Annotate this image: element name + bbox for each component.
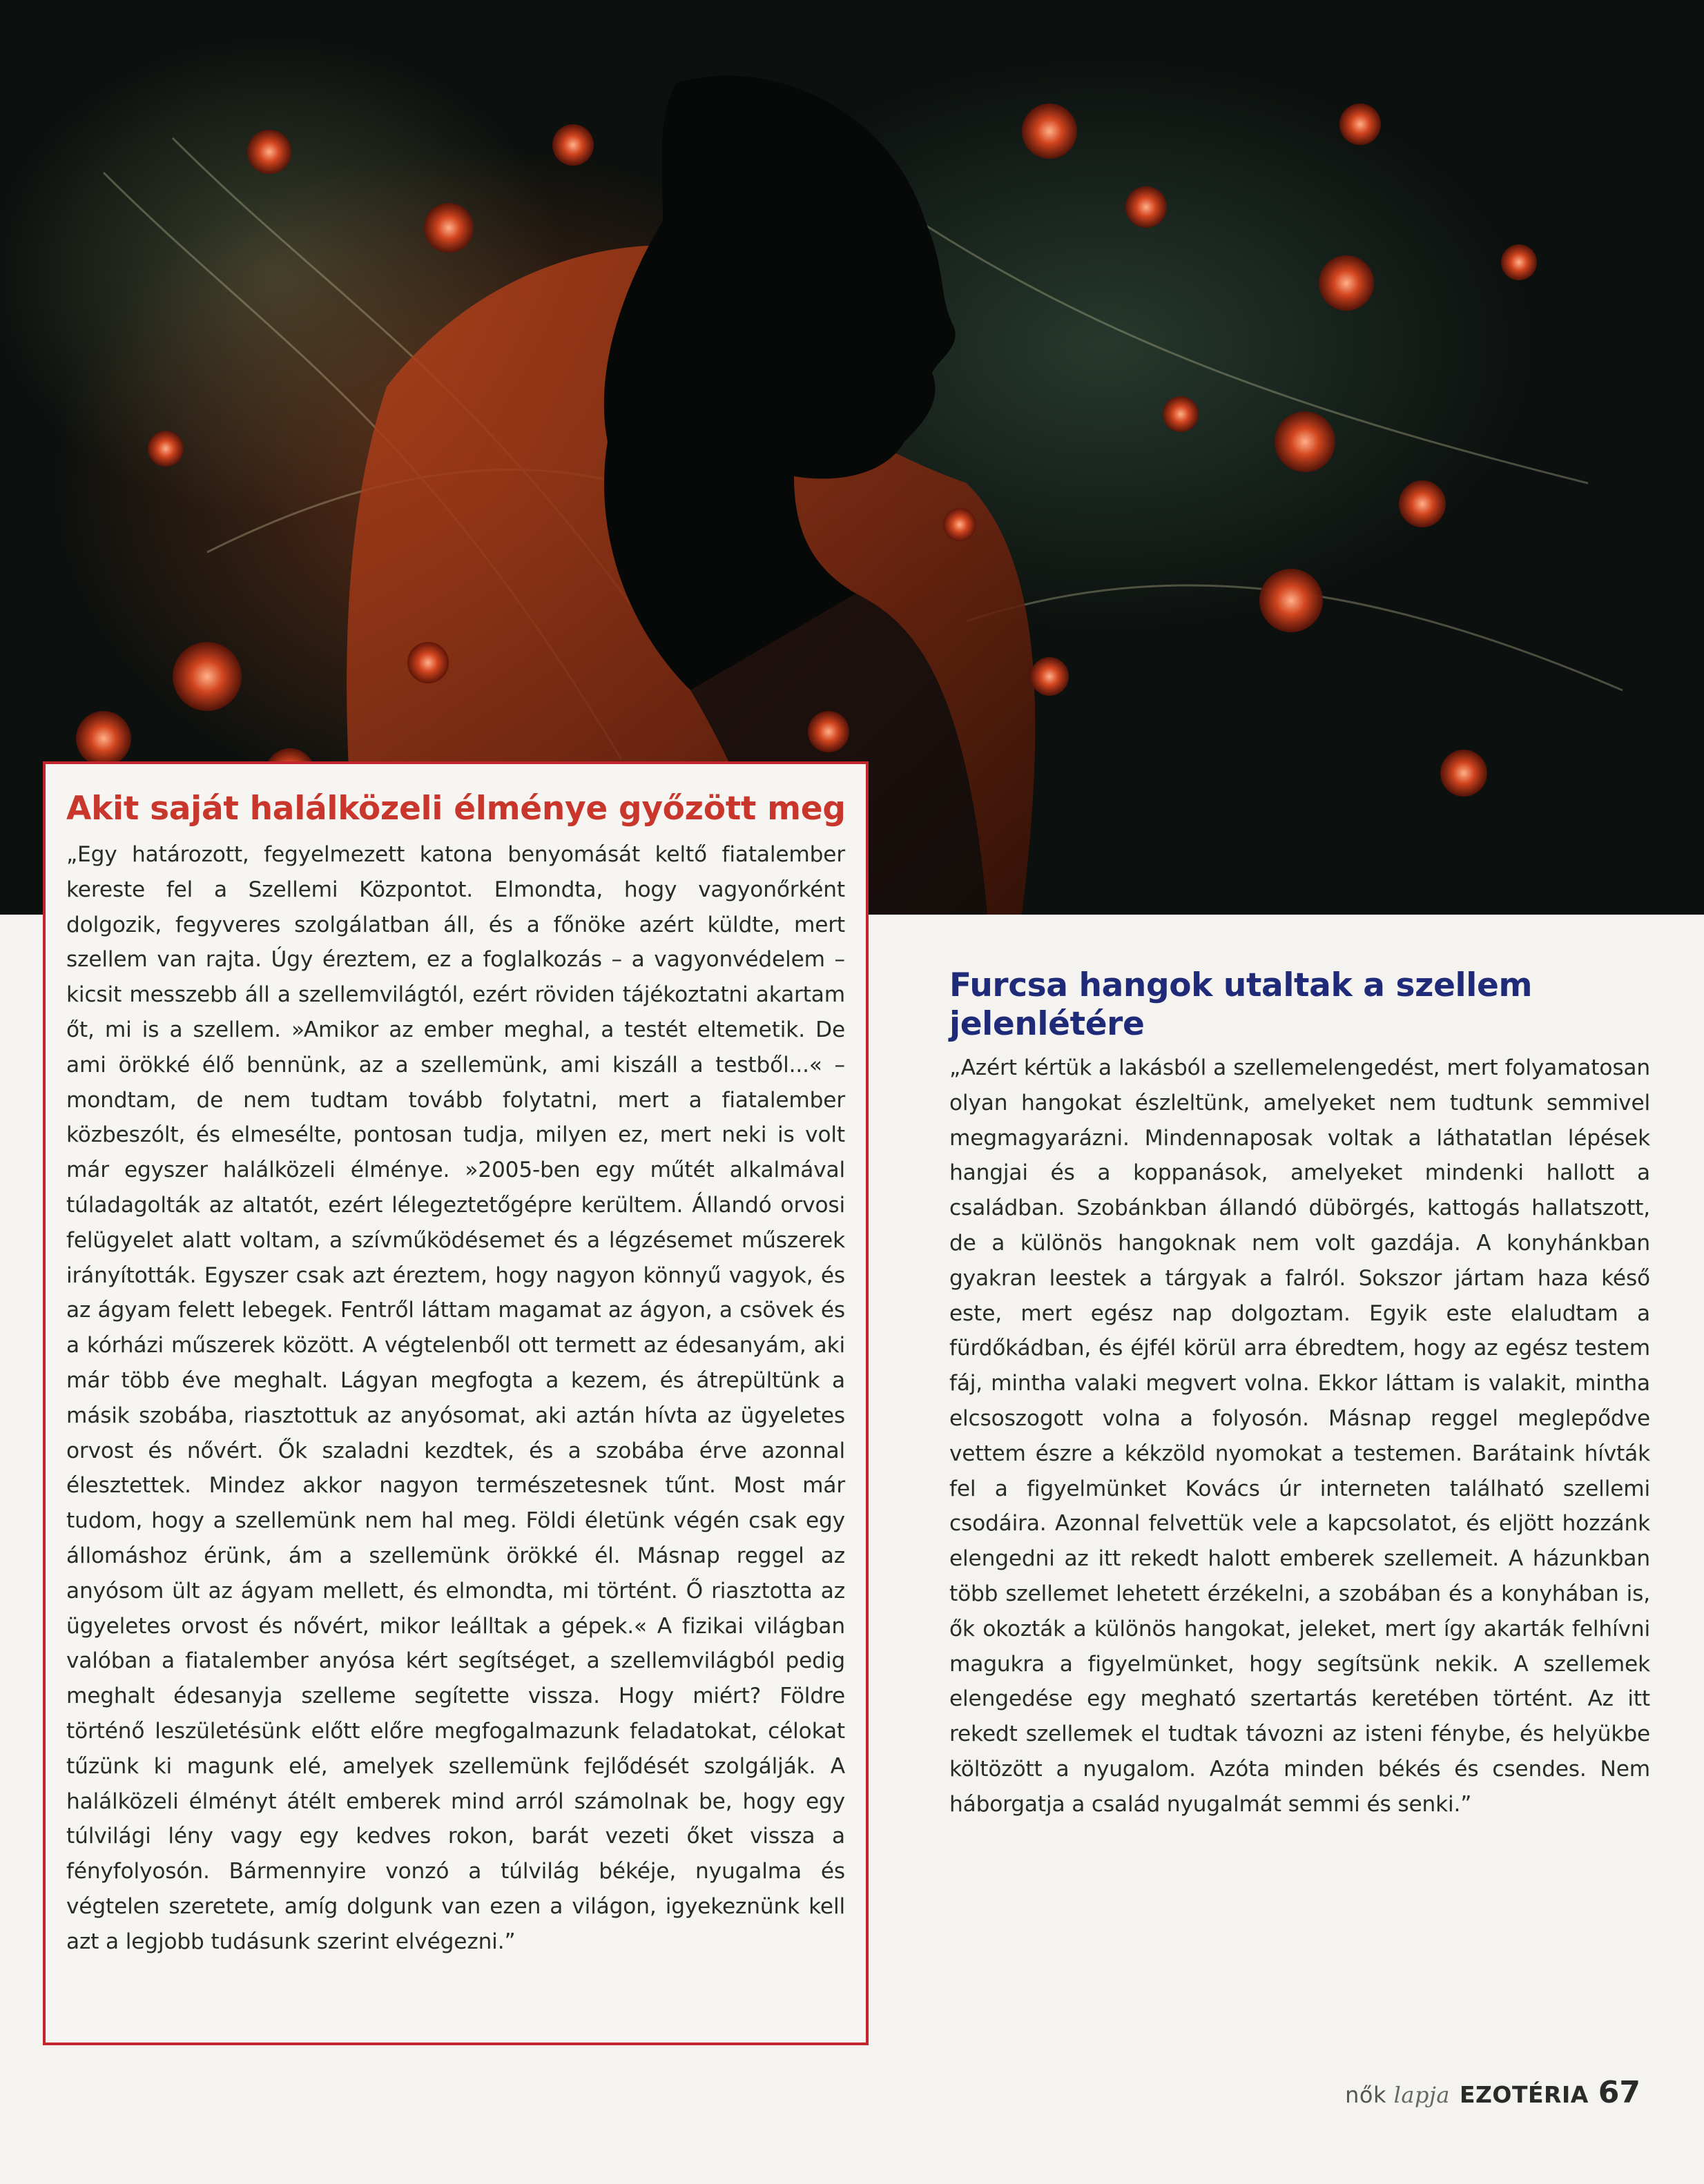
sidebar-body: „Egy határozott, fegyelmezett katona benyomását keltő fiatalember kereste fel a Szellemi Központot. Elmondta, hogy vagyonőrként dolgozik, fegyveres szolgálatban áll, és a főnöke azért küldte, mert szellem van rajta. Úgy éreztem, ez a foglalkozás – a vagyonvédelem – kicsit messzebb áll a szellemvilágtól, ezért röviden tájékoztatni akartam őt, mi is a szellem. »Amikor az ember meghal, a testét eltemetik. De ami örökké élő bennünk, az a szellemünk, ami kiszáll a testből...« – mondtam, de nem tudtam tovább folytatni, mert a fiatalember közbeszólt, és elmesélte, pontosan tudja, milyen ez, mert neki is volt már egyszer halálközeli élménye. »2005-ben egy műtét alkalmával túladagolták az altatót, ezért lélegeztetőgépre kerültem. Állandó orvosi felügyelet alatt voltam, a szívműködésemet és a légzésemet műszerek irányították. Egyszer csak azt éreztem, hogy nagyon könnyű vagyok, és az ágyam felett lebegek. Fentről láttam magamat az ágyon, a csövek és a kórházi műszerek között. A végtelenből ott termett az édesanyám, aki már több éve meghalt. Lágyan megfogta a kezem, és átrepültünk a másik szobába, riasztottuk az anyósomat, aki aztán hívta az ügyeletes orvost és nővért. Ők szaladni kezdtek, és a szobába érve azonnal élesztettek. Mindez akkor nagyon természetesnek tűnt. Most már tudom, hogy a szellemünk nem hal meg. Földi életünk végén csak egy állomáshoz érünk, ám a szellemünk örökké él. Másnap reggel az anyósom ült az ágyam mellett, és elmondta, mi történt. Ő riasztotta az ügyeletes orvost és nővért, mikor leálltak a gépek.« A fizikai világban valóban a fiatalember anyósa kért segítséget, a szellemvilágból pedig meghalt édesanyja szelleme segítette vissza. Hogy miért? Földre történő leszületésünk előtt előre megfogalmazunk feladatokat, célokat tűzünk ki magunk elé, amelyek szellemünk fejlődését szolgálják. A halálközeli élményt átélt emberek mind arról számolnak be, hogy egy túlvilági lény vagy egy kedves rokon, barát vezeti őket vissza a fényfolyosón. Bármennyire vonzó a túlvilág békéje, nyugalma és végtelen szeretete, amíg dolgunk van ezen a világon, igyekeznünk kell azt a legjobb tudásunk szerint elvégezni.” <box>66 842 845 1954</box>
magazine-logo <box>1345 2082 1450 2108</box>
page-number: 67 <box>1598 2075 1640 2110</box>
article-title: Furcsa hangok utaltak a szellem jelenlétére <box>949 966 1533 1043</box>
section-label: EZOTÉRIA <box>1459 2081 1589 2108</box>
brand-first: nők <box>1345 2082 1386 2108</box>
brand-second: lapja <box>1393 2082 1450 2108</box>
sidebar-box <box>43 761 869 2045</box>
sidebar-title: Akit saját halálközeli élménye győzött meg <box>66 790 846 828</box>
article-body: „Azért kértük a lakásból a szellemelengedést, mert folyamatosan olyan hangokat észleltünk, amelyeket nem tudtunk semmivel megmagyarázni. Mindennaposak voltak a láthatatlan lépések hangjai és a koppanások, amelyeket mindenki hallott a családban. Szobánkban állandó dübörgés, kattogás hallatszott, de a különös hangoknak nem volt gazdája. A konyhánkban gyakran leestek a tárgyak a falról. Sokszor jártam haza késő este, mert egész nap dolgoztam. Egyik este elaludtam a fürdőkádban, és éjfél körül arra ébredtem, hogy az egész testem fáj, mintha valaki megvert volna. Ekkor láttam is valakit, mintha elcsoszogott volna a folyosón. Másnap reggel meglepődve vettem észre a kékzöld nyomokat a testemen. Barátaink hívták fel a figyelmünket Kovács úr interneten található szellemi csodáira. Azonnal felvettük vele a kapcsolatot, és eljött hozzánk elengedni az itt rekedt halott emberek szellemeit. A házunkban több szellemet lehetett érzékelni, a szobában és a konyhában is, ők okozták a különös hangokat, jeleket, mert így akarták felhívni magukra a figyelmünket, hogy segítsünk nekik. A szellemek elengedése egy megható szertartás keretében történt. Az itt rekedt szellemek el tudtak távozni az isteni fénybe, és helyükbe költözött a nyugalom. Azóta minden békés és csendes. Nem háborgatja a család nyugalmát semmi és senki.” <box>949 1055 1650 1817</box>
page-footer <box>1345 2075 1640 2110</box>
article-column <box>949 966 1650 1822</box>
